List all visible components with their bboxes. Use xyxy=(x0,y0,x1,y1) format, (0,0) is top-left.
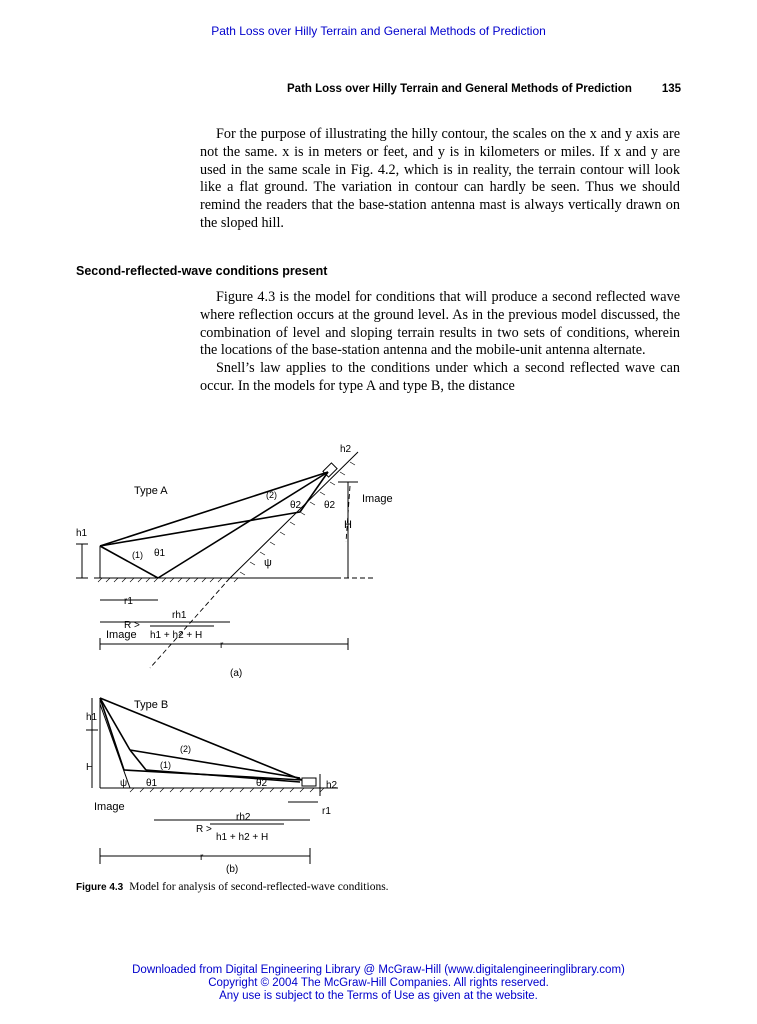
fraction-denominator: h1 + h2 + H xyxy=(150,630,203,641)
r1-label: r1 xyxy=(124,596,133,607)
theta1-label: θ1 xyxy=(146,778,158,789)
ground-hatching xyxy=(130,788,324,792)
fraction-numerator: rh1 xyxy=(172,610,187,621)
image-label: Image xyxy=(94,801,125,813)
subfigure-label-a: (a) xyxy=(230,668,243,679)
paragraph-text: Figure 4.3 is the model for conditions that will produce a second reflected wave where reflection occurs at the ground level. As in the previous model discussed, the combination of level and sloping terrain results in two sets of conditions, wherein the locations of the base-station antenna and the mobile-unit antenna alternate. xyxy=(200,289,680,359)
H-label: H xyxy=(344,519,352,531)
body-paragraph-2 xyxy=(200,289,680,396)
paragraph-text: Snell’s law applies to the conditions under which a second reflected wave can occur. In the models for type A and type B, the distance xyxy=(200,360,680,394)
direct-ray xyxy=(100,698,302,780)
page-number: 135 xyxy=(661,83,681,95)
H-label: H xyxy=(86,762,94,773)
figure-caption xyxy=(76,880,406,895)
image-label-right: Image xyxy=(362,493,393,505)
theta1-label: θ1 xyxy=(154,548,166,559)
ray-1-label: (1) xyxy=(132,550,143,560)
theta2-label: θ2 xyxy=(290,500,302,511)
footer-line-1[interactable]: Downloaded from Digital Engineering Library @ McGraw-Hill (www.digitalengineeringlibrary.com) xyxy=(132,964,625,976)
fraction-denominator: h1 + h2 + H xyxy=(216,832,269,843)
mobile-unit xyxy=(302,778,316,786)
ray-2-incident xyxy=(100,512,300,546)
subfigure-label-b: (b) xyxy=(226,864,239,875)
h2-label: h2 xyxy=(326,780,338,791)
fraction-numerator: rh2 xyxy=(236,812,251,823)
body-paragraph-1 xyxy=(200,126,680,233)
h2-label: h2 xyxy=(340,444,352,455)
ray-2-label: (2) xyxy=(266,490,277,500)
download-banner[interactable]: Path Loss over Hilly Terrain and General Methods of Prediction xyxy=(211,24,546,38)
footer xyxy=(0,964,757,1003)
ray-2-label: (2) xyxy=(180,744,191,754)
hill-slope xyxy=(230,452,358,578)
ray-1-label: (1) xyxy=(160,760,171,770)
type-a-label: Type A xyxy=(134,485,168,497)
ground-hatching xyxy=(98,578,238,582)
caption-label: Figure 4.3 xyxy=(76,882,124,893)
ray-1-reflected xyxy=(158,472,328,578)
footer-line-2: Copyright © 2004 The McGraw-Hill Companies. All rights reserved. xyxy=(208,977,549,989)
image-label-left: Image xyxy=(106,629,137,641)
theta2-label: θ2 xyxy=(256,778,268,789)
hill-slope xyxy=(100,704,130,788)
h1-label: h1 xyxy=(76,528,88,539)
ray-1-incident xyxy=(100,546,158,578)
type-b-label: Type B xyxy=(134,699,169,711)
psi-label: ψ xyxy=(264,557,272,569)
running-head xyxy=(287,83,681,95)
R-label: R > xyxy=(196,824,212,835)
slope-extension xyxy=(150,578,230,668)
theta2-label-2: θ2 xyxy=(324,500,336,511)
h1-label: h1 xyxy=(86,712,98,723)
section-heading: Second-reflected-wave conditions present xyxy=(76,264,328,278)
R-label: R > xyxy=(124,620,140,631)
figure-4-3-b xyxy=(70,690,370,875)
r-label: r xyxy=(220,640,224,651)
figure-4-3-a xyxy=(70,432,410,682)
caption-text: Model for analysis of second-reflected-wave conditions. xyxy=(129,881,389,893)
r1-label: r1 xyxy=(322,806,331,817)
psi-label: ψ xyxy=(120,778,128,789)
footer-line-3: Any use is subject to the Terms of Use as given at the website. xyxy=(219,990,538,1002)
running-head-title: Path Loss over Hilly Terrain and General Methods of Prediction xyxy=(287,83,632,95)
r-label: r xyxy=(200,852,204,863)
ray-2-reflected xyxy=(130,750,300,778)
paragraph-text: For the purpose of illustrating the hilly contour, the scales on the x and y axis are not the same. x is in meters or feet, and y is in kilometers or miles. If x and y are used in the same scale in Fig. 4.2, which is in reality, the terrain contour will look like a flat ground. The variation in contour can hardly be seen. Thus we should remind the readers that the base-station antenna mast is always vertically drawn on the sloped hill. xyxy=(200,126,680,231)
